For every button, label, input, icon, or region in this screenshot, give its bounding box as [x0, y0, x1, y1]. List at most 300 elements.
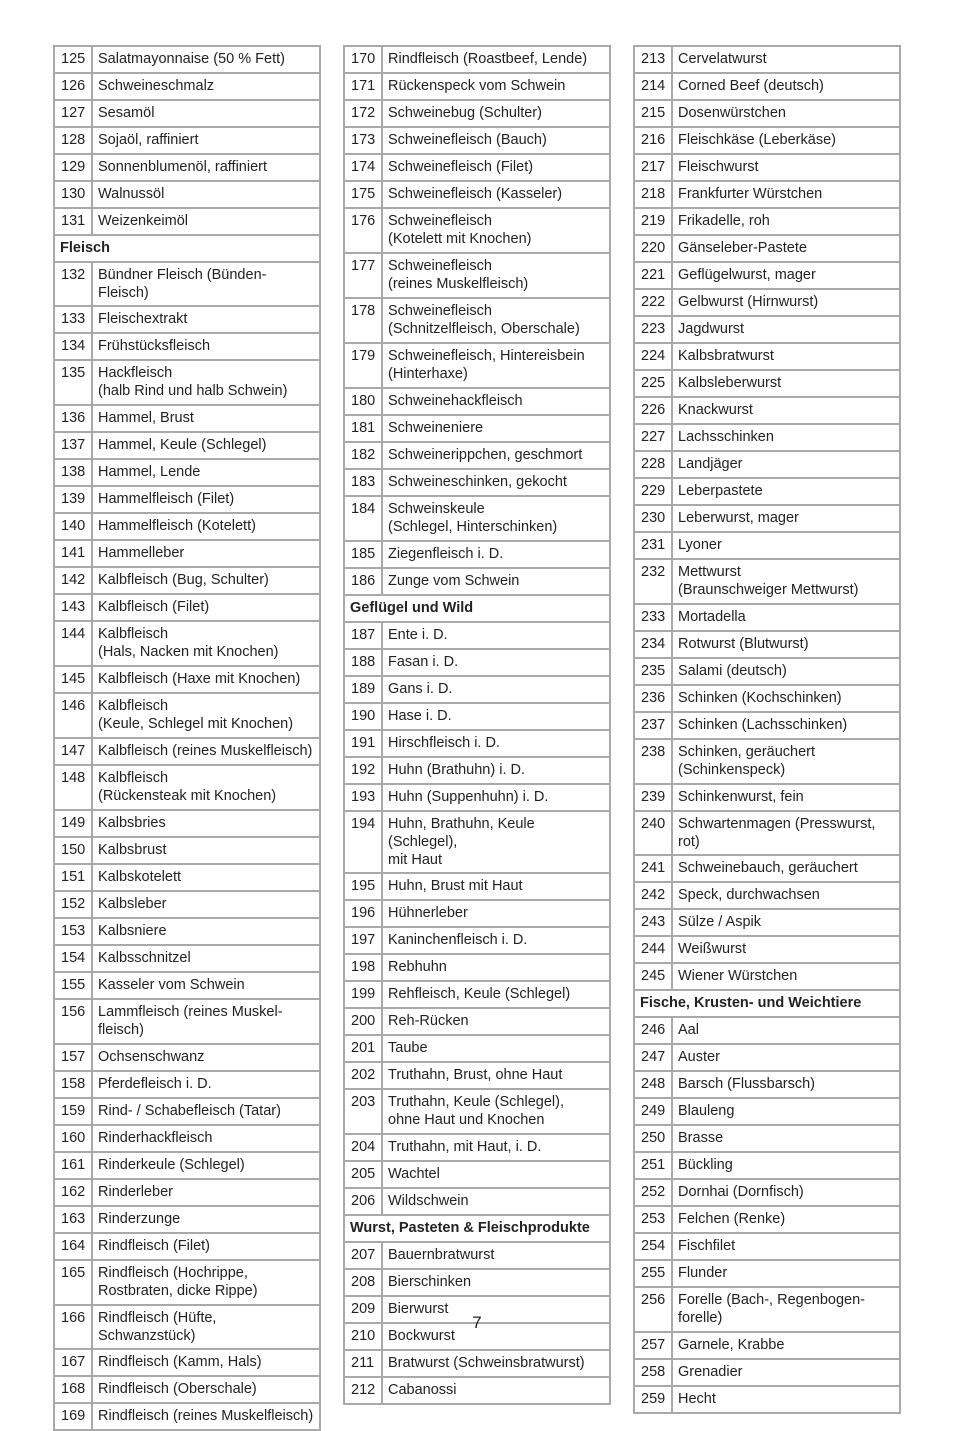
item-number: 235: [634, 658, 672, 685]
food-name: Kalbfleisch (reines Muskelfleisch): [92, 738, 320, 765]
section-heading: Geflügel und Wild: [344, 595, 610, 622]
food-name: Schweinefleisch, Hintereisbein (Hinterhaxe): [382, 343, 610, 388]
food-name: Gans i. D.: [382, 676, 610, 703]
item-number: 204: [344, 1134, 382, 1161]
table-row: [344, 622, 610, 649]
item-number: 168: [54, 1376, 92, 1403]
table-row: [634, 1260, 900, 1287]
table-row: [54, 262, 320, 306]
food-name: Ziegenfleisch i. D.: [382, 541, 610, 568]
item-number: 229: [634, 478, 672, 505]
food-name: Fischfilet: [672, 1233, 900, 1260]
food-name: Auster: [672, 1044, 900, 1071]
table-row: [54, 1260, 320, 1305]
food-name: Frikadelle, roh: [672, 208, 900, 235]
food-name: Rindfleisch (reines Muskelfleisch): [92, 1403, 320, 1430]
food-name: Weizenkeimöl: [92, 208, 320, 235]
table-row: [344, 927, 610, 954]
table-row: [54, 432, 320, 459]
item-number: 171: [344, 73, 382, 100]
table-row: [344, 1188, 610, 1215]
item-number: 170: [344, 46, 382, 73]
section-heading: Wurst, Pasteten & Fleischprodukte: [344, 1215, 610, 1242]
table-row: [344, 649, 610, 676]
food-name: Brasse: [672, 1125, 900, 1152]
food-name: Hammelleber: [92, 540, 320, 567]
item-number: 183: [344, 469, 382, 496]
food-name: Huhn (Suppenhuhn) i. D.: [382, 784, 610, 811]
table-row: [634, 1044, 900, 1071]
food-name: Bockwurst: [382, 1323, 610, 1350]
item-number: 138: [54, 459, 92, 486]
food-name: Hackfleisch (halb Rind und halb Schwein): [92, 360, 320, 405]
food-name: Schweinefleisch (Schnitzelfleisch, Oberschale): [382, 298, 610, 343]
food-name: Kalbsbries: [92, 810, 320, 837]
table-row: [634, 1017, 900, 1044]
table-row: [54, 154, 320, 181]
food-name: Kasseler vom Schwein: [92, 972, 320, 999]
food-name: Huhn (Brathuhn) i. D.: [382, 757, 610, 784]
food-name: Rotwurst (Blutwurst): [672, 631, 900, 658]
table-row: [54, 621, 320, 666]
food-name: Geflügelwurst, mager: [672, 262, 900, 289]
section-header-row: [54, 235, 320, 262]
item-number: 212: [344, 1377, 382, 1404]
item-number: 226: [634, 397, 672, 424]
table-row: [344, 568, 610, 595]
food-name: Rinderhackfleisch: [92, 1125, 320, 1152]
table-row: [344, 388, 610, 415]
table-row: [344, 954, 610, 981]
table-row: [344, 73, 610, 100]
table-row: [634, 855, 900, 882]
food-name: Dosenwürstchen: [672, 100, 900, 127]
item-number: 223: [634, 316, 672, 343]
food-name: Schweinskeule (Schlegel, Hinterschinken): [382, 496, 610, 541]
item-number: 127: [54, 100, 92, 127]
item-number: 139: [54, 486, 92, 513]
food-name: Weißwurst: [672, 936, 900, 963]
table-row: [344, 1350, 610, 1377]
table-row: [54, 693, 320, 738]
table-row: [54, 127, 320, 154]
table-row: [54, 333, 320, 360]
table-row: [344, 415, 610, 442]
food-name: Lammfleisch (reines Muskel- fleisch): [92, 999, 320, 1044]
item-number: 145: [54, 666, 92, 693]
section-header-row: [344, 595, 610, 622]
food-table-column-3: [633, 45, 901, 1414]
table-row: [54, 945, 320, 972]
food-name: Gänseleber-Pastete: [672, 235, 900, 262]
item-number: 257: [634, 1332, 672, 1359]
table-row: [634, 1233, 900, 1260]
item-number: 259: [634, 1386, 672, 1413]
food-name: Rind- / Schabefleisch (Tatar): [92, 1098, 320, 1125]
food-name: Hammelfleisch (Kotelett): [92, 513, 320, 540]
item-number: 244: [634, 936, 672, 963]
item-number: 146: [54, 693, 92, 738]
food-name: Bauernbratwurst: [382, 1242, 610, 1269]
food-name: Wildschwein: [382, 1188, 610, 1215]
table-row: [634, 316, 900, 343]
item-number: 133: [54, 306, 92, 333]
food-name: Garnele, Krabbe: [672, 1332, 900, 1359]
table-row: [54, 891, 320, 918]
table-row: [344, 1269, 610, 1296]
table-row: [634, 397, 900, 424]
food-name: Wiener Würstchen: [672, 963, 900, 990]
item-number: 230: [634, 505, 672, 532]
item-number: 150: [54, 837, 92, 864]
table-row: [634, 963, 900, 990]
table-row: [634, 370, 900, 397]
item-number: 239: [634, 784, 672, 811]
item-number: 199: [344, 981, 382, 1008]
item-number: 144: [54, 621, 92, 666]
item-number: 200: [344, 1008, 382, 1035]
food-name: Rindfleisch (Oberschale): [92, 1376, 320, 1403]
table-row: [344, 811, 610, 873]
food-name: Wachtel: [382, 1161, 610, 1188]
item-number: 179: [344, 343, 382, 388]
item-number: 152: [54, 891, 92, 918]
item-number: 202: [344, 1062, 382, 1089]
food-table-column-2: [343, 45, 611, 1405]
food-name: Cervelatwurst: [672, 46, 900, 73]
table-row: [54, 73, 320, 100]
food-name: Schweinefleisch (Filet): [382, 154, 610, 181]
table-row: [344, 46, 610, 73]
table-row: [344, 1134, 610, 1161]
food-name: Schweinefleisch (Kasseler): [382, 181, 610, 208]
food-name: Corned Beef (deutsch): [672, 73, 900, 100]
food-name: Bückling: [672, 1152, 900, 1179]
item-number: 252: [634, 1179, 672, 1206]
item-number: 194: [344, 811, 382, 873]
item-number: 172: [344, 100, 382, 127]
table-row: [634, 532, 900, 559]
food-name: Hirschfleisch i. D.: [382, 730, 610, 757]
food-name: Kalbsleberwurst: [672, 370, 900, 397]
item-number: 174: [344, 154, 382, 181]
table-row: [344, 1089, 610, 1134]
item-number: 153: [54, 918, 92, 945]
item-number: 237: [634, 712, 672, 739]
table-row: [54, 1152, 320, 1179]
item-number: 219: [634, 208, 672, 235]
item-number: 166: [54, 1305, 92, 1349]
table-row: [344, 873, 610, 900]
item-number: 220: [634, 235, 672, 262]
item-number: 248: [634, 1071, 672, 1098]
food-name: Sojaöl, raffiniert: [92, 127, 320, 154]
item-number: 214: [634, 73, 672, 100]
food-name: Bratwurst (Schweinsbratwurst): [382, 1350, 610, 1377]
table-row: [54, 837, 320, 864]
table-row: [634, 154, 900, 181]
food-name: Schweinefleisch (reines Muskelfleisch): [382, 253, 610, 298]
item-number: 185: [344, 541, 382, 568]
table-row: [54, 738, 320, 765]
item-number: 159: [54, 1098, 92, 1125]
table-row: [344, 703, 610, 730]
table-row: [54, 1206, 320, 1233]
item-number: 191: [344, 730, 382, 757]
food-name: Ochsenschwanz: [92, 1044, 320, 1071]
food-name: Hecht: [672, 1386, 900, 1413]
food-name: Rindfleisch (Hochrippe, Rostbraten, dicke Rippe): [92, 1260, 320, 1305]
food-name: Flunder: [672, 1260, 900, 1287]
food-name: Rinderzunge: [92, 1206, 320, 1233]
food-name: Schweinebauch, geräuchert: [672, 855, 900, 882]
item-number: 182: [344, 442, 382, 469]
table-row: [344, 1161, 610, 1188]
table-row: [634, 909, 900, 936]
item-number: 203: [344, 1089, 382, 1134]
table-row: [634, 262, 900, 289]
food-name: Truthahn, Keule (Schlegel), ohne Haut und Knochen: [382, 1089, 610, 1134]
food-name: Gelbwurst (Hirnwurst): [672, 289, 900, 316]
food-name: Schweinehackfleisch: [382, 388, 610, 415]
food-name: Schweinefleisch (Bauch): [382, 127, 610, 154]
table-row: [634, 784, 900, 811]
table-row: [54, 1098, 320, 1125]
item-number: 224: [634, 343, 672, 370]
table-row: [344, 1008, 610, 1035]
table-row: [634, 478, 900, 505]
item-number: 129: [54, 154, 92, 181]
food-name: Taube: [382, 1035, 610, 1062]
table-row: [634, 73, 900, 100]
table-row: [344, 981, 610, 1008]
food-name: Blauleng: [672, 1098, 900, 1125]
food-name: Frankfurter Würstchen: [672, 181, 900, 208]
food-name: Salami (deutsch): [672, 658, 900, 685]
food-name: Huhn, Brust mit Haut: [382, 873, 610, 900]
item-number: 207: [344, 1242, 382, 1269]
item-number: 227: [634, 424, 672, 451]
food-name: Kalbskotelett: [92, 864, 320, 891]
item-number: 163: [54, 1206, 92, 1233]
table-row: [634, 100, 900, 127]
food-name: Kalbsschnitzel: [92, 945, 320, 972]
item-number: 196: [344, 900, 382, 927]
item-number: 176: [344, 208, 382, 253]
food-name: Schweinerippchen, geschmort: [382, 442, 610, 469]
item-number: 256: [634, 1287, 672, 1332]
item-number: 180: [344, 388, 382, 415]
food-name: Schweineschinken, gekocht: [382, 469, 610, 496]
food-name: Kalbfleisch (Haxe mit Knochen): [92, 666, 320, 693]
food-name: Hammel, Brust: [92, 405, 320, 432]
item-number: 225: [634, 370, 672, 397]
food-name: Reh-Rücken: [382, 1008, 610, 1035]
food-name: Schweineniere: [382, 415, 610, 442]
table-row: [54, 918, 320, 945]
table-row: [344, 730, 610, 757]
table-row: [54, 306, 320, 333]
item-number: 147: [54, 738, 92, 765]
item-number: 156: [54, 999, 92, 1044]
item-number: 136: [54, 405, 92, 432]
item-number: 181: [344, 415, 382, 442]
table-row: [54, 1071, 320, 1098]
item-number: 232: [634, 559, 672, 604]
table-row: [634, 424, 900, 451]
table-row: [344, 676, 610, 703]
food-name: Rinderleber: [92, 1179, 320, 1206]
item-number: 177: [344, 253, 382, 298]
food-name: Schweineschmalz: [92, 73, 320, 100]
table-row: [634, 1332, 900, 1359]
food-name: Pferdefleisch i. D.: [92, 1071, 320, 1098]
item-number: 255: [634, 1260, 672, 1287]
table-row: [634, 685, 900, 712]
food-name: Fleischextrakt: [92, 306, 320, 333]
item-number: 242: [634, 882, 672, 909]
item-number: 195: [344, 873, 382, 900]
food-name: Lyoner: [672, 532, 900, 559]
food-name: Knackwurst: [672, 397, 900, 424]
table-row: [344, 154, 610, 181]
item-number: 213: [634, 46, 672, 73]
table-row: [344, 900, 610, 927]
item-number: 175: [344, 181, 382, 208]
item-number: 173: [344, 127, 382, 154]
table-row: [54, 513, 320, 540]
table-row: [344, 208, 610, 253]
table-row: [54, 594, 320, 621]
table-row: [54, 765, 320, 810]
food-name: Rückenspeck vom Schwein: [382, 73, 610, 100]
item-number: 221: [634, 262, 672, 289]
table-row: [54, 181, 320, 208]
food-name: Kalbfleisch (Keule, Schlegel mit Knochen): [92, 693, 320, 738]
item-number: 215: [634, 100, 672, 127]
table-row: [634, 1386, 900, 1413]
table-row: [634, 1125, 900, 1152]
food-name: Schinken (Kochschinken): [672, 685, 900, 712]
table-row: [634, 604, 900, 631]
item-number: 206: [344, 1188, 382, 1215]
table-row: [344, 1377, 610, 1404]
item-number: 189: [344, 676, 382, 703]
item-number: 126: [54, 73, 92, 100]
item-number: 210: [344, 1323, 382, 1350]
food-name: Kalbsleber: [92, 891, 320, 918]
item-number: 201: [344, 1035, 382, 1062]
item-number: 186: [344, 568, 382, 595]
food-name: Landjäger: [672, 451, 900, 478]
table-row: [54, 1349, 320, 1376]
table-row: [634, 235, 900, 262]
item-number: 211: [344, 1350, 382, 1377]
item-number: 131: [54, 208, 92, 235]
food-name: Kalbfleisch (Filet): [92, 594, 320, 621]
item-number: 142: [54, 567, 92, 594]
item-number: 234: [634, 631, 672, 658]
item-number: 231: [634, 532, 672, 559]
item-number: 243: [634, 909, 672, 936]
food-name: Rebhuhn: [382, 954, 610, 981]
food-name: Sesamöl: [92, 100, 320, 127]
food-name: Aal: [672, 1017, 900, 1044]
table-row: [54, 46, 320, 73]
section-heading: Fleisch: [54, 235, 320, 262]
food-name: Hase i. D.: [382, 703, 610, 730]
food-name: Grenadier: [672, 1359, 900, 1386]
item-number: 190: [344, 703, 382, 730]
table-row: [634, 289, 900, 316]
table-row: [54, 999, 320, 1044]
item-number: 128: [54, 127, 92, 154]
food-name: Cabanossi: [382, 1377, 610, 1404]
table-row: [344, 127, 610, 154]
section-header-row: [344, 1215, 610, 1242]
table-row: [54, 1376, 320, 1403]
section-header-row: [634, 990, 900, 1017]
item-number: 169: [54, 1403, 92, 1430]
table-row: [344, 1035, 610, 1062]
table-row: [54, 1179, 320, 1206]
food-name: Lachsschinken: [672, 424, 900, 451]
item-number: 209: [344, 1296, 382, 1323]
table-row: [54, 1044, 320, 1071]
food-name: Leberwurst, mager: [672, 505, 900, 532]
food-name: Bierschinken: [382, 1269, 610, 1296]
item-number: 167: [54, 1349, 92, 1376]
table-row: [344, 298, 610, 343]
table-row: [634, 343, 900, 370]
item-number: 217: [634, 154, 672, 181]
table-row: [54, 567, 320, 594]
item-number: 249: [634, 1098, 672, 1125]
table-row: [54, 459, 320, 486]
item-number: 246: [634, 1017, 672, 1044]
food-name: Mortadella: [672, 604, 900, 631]
item-number: 197: [344, 927, 382, 954]
table-row: [634, 1359, 900, 1386]
table-row: [54, 100, 320, 127]
item-number: 193: [344, 784, 382, 811]
item-number: 125: [54, 46, 92, 73]
item-number: 205: [344, 1161, 382, 1188]
food-name: Schwartenmagen (Presswurst, rot): [672, 811, 900, 855]
table-row: [344, 541, 610, 568]
item-number: 160: [54, 1125, 92, 1152]
food-name: Kalbfleisch (Rückensteak mit Knochen): [92, 765, 320, 810]
food-name: Leberpastete: [672, 478, 900, 505]
item-number: 132: [54, 262, 92, 306]
table-row: [634, 559, 900, 604]
food-name: Walnussöl: [92, 181, 320, 208]
item-number: 218: [634, 181, 672, 208]
food-name: Hammel, Lende: [92, 459, 320, 486]
table-row: [344, 343, 610, 388]
food-name: Rindfleisch (Roastbeef, Lende): [382, 46, 610, 73]
table-row: [634, 451, 900, 478]
food-name: Sonnenblumenöl, raffiniert: [92, 154, 320, 181]
item-number: 208: [344, 1269, 382, 1296]
item-number: 198: [344, 954, 382, 981]
table-row: [344, 757, 610, 784]
table-row: [634, 1152, 900, 1179]
item-number: 158: [54, 1071, 92, 1098]
food-name: Zunge vom Schwein: [382, 568, 610, 595]
table-row: [54, 810, 320, 837]
food-name: Huhn, Brathuhn, Keule (Schlegel), mit Haut: [382, 811, 610, 873]
